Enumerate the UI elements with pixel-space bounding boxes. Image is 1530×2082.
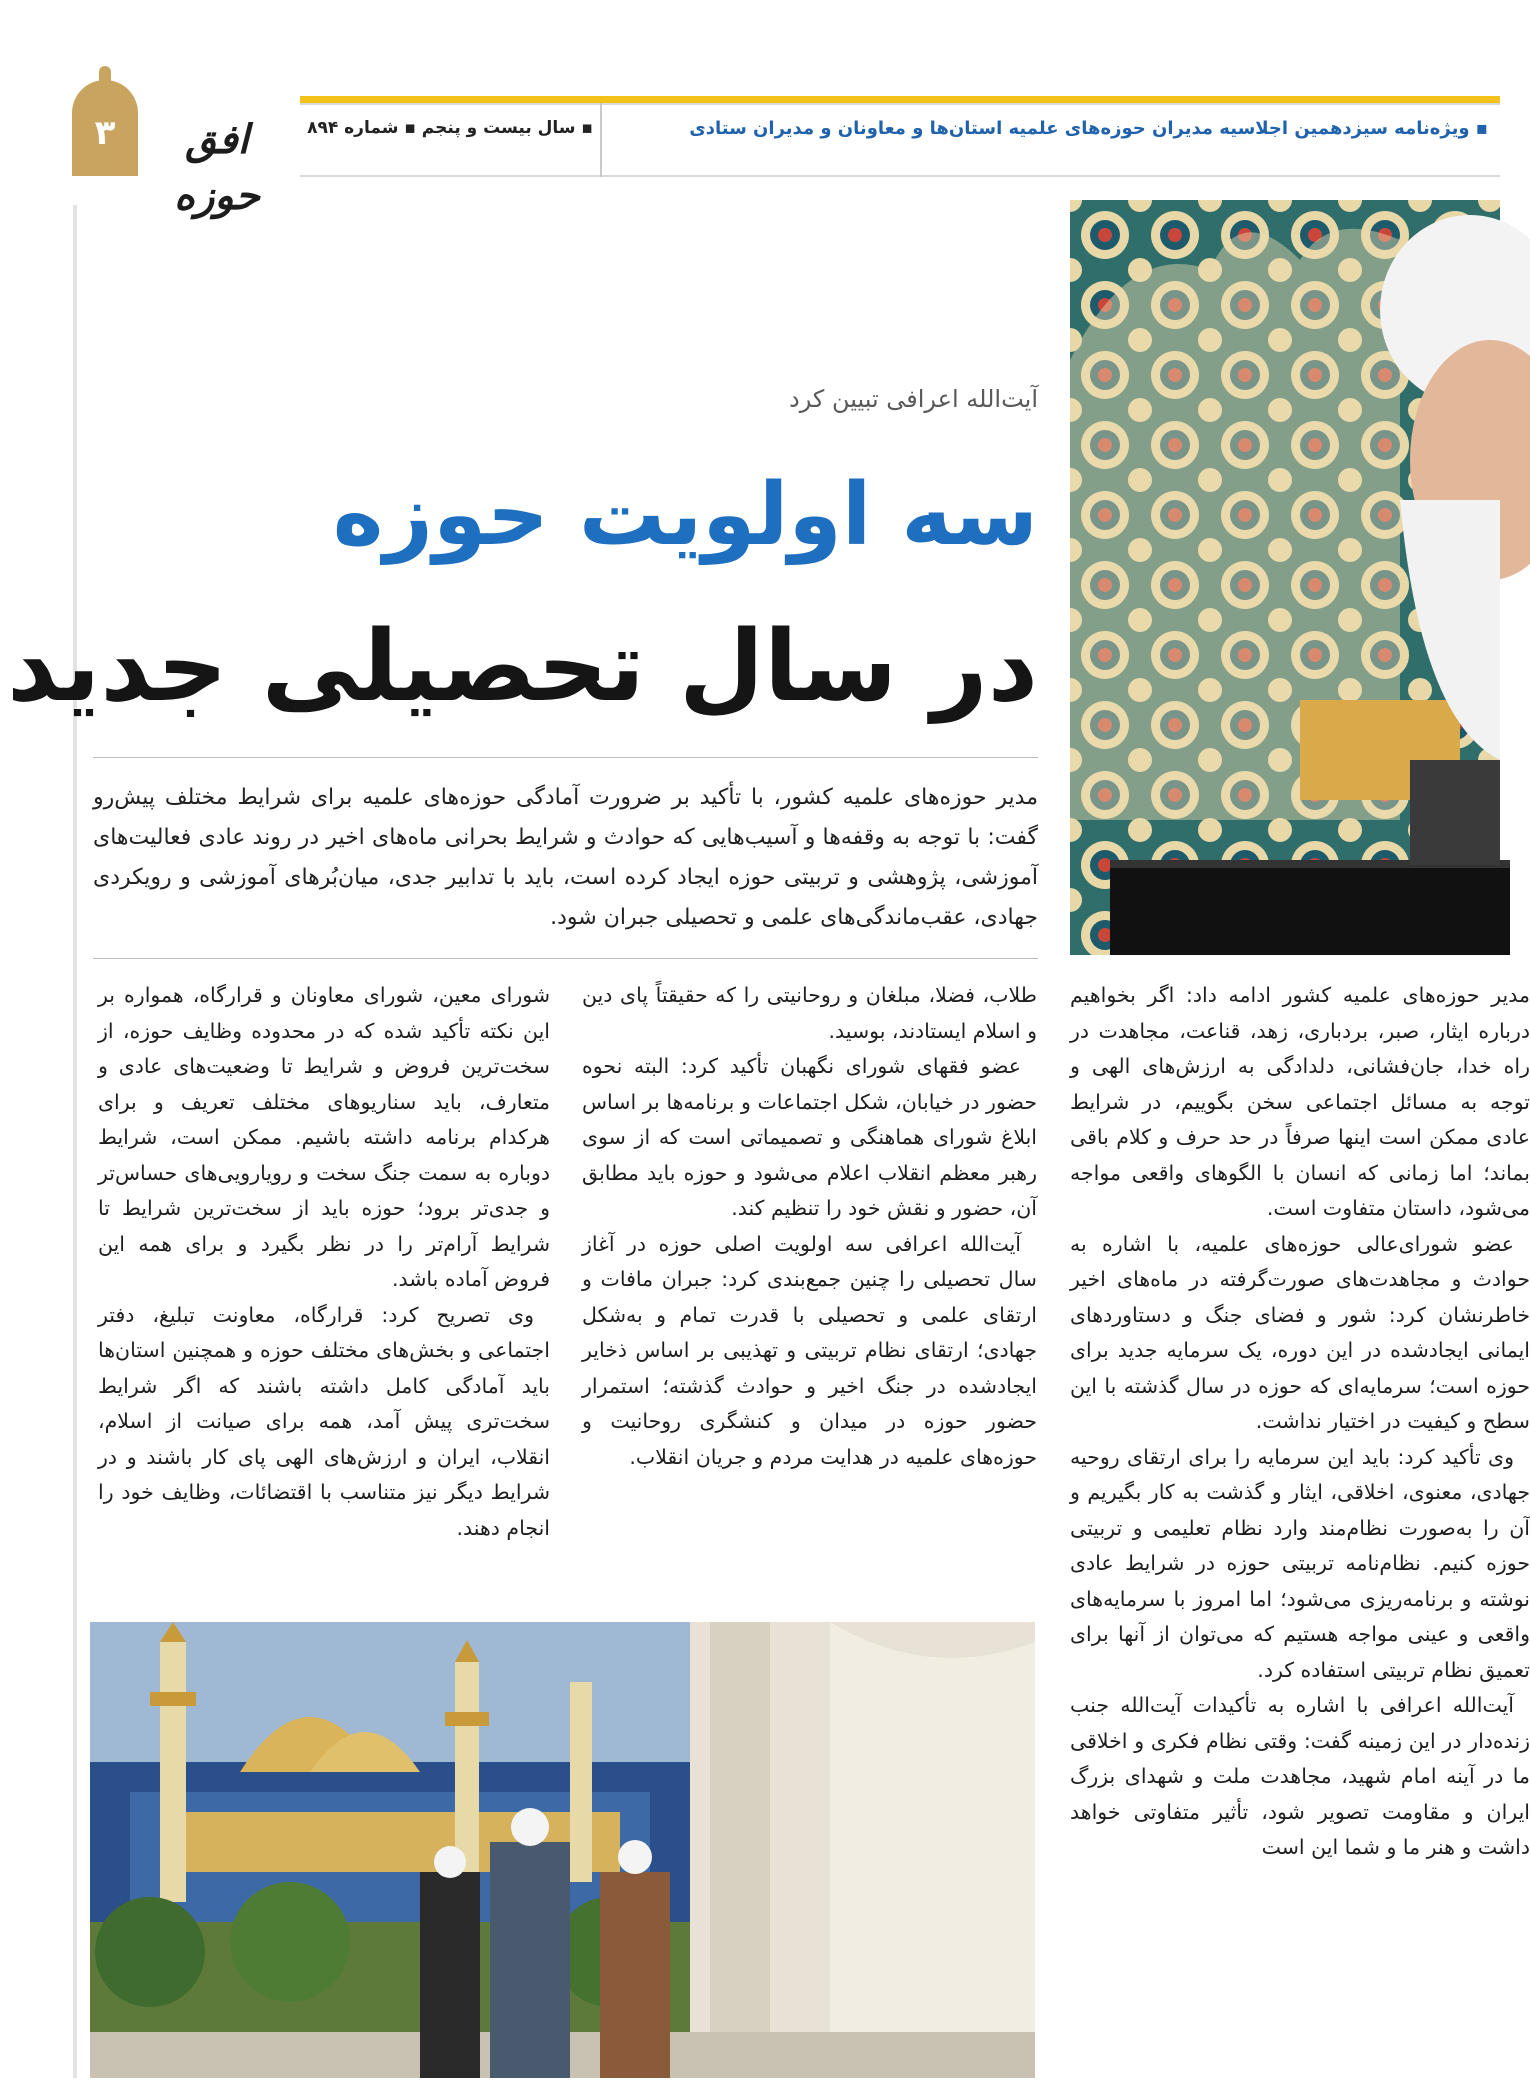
article-kicker: آیت‌الله اعرافی تبیین کرد	[789, 385, 1038, 413]
publication-logo: افق حوزه	[174, 116, 260, 219]
paragraph: وی تأکید کرد: باید این سرمایه را برای ارتقای روحیه جهادی، معنوی، اخلاقی، ایثار و گذشت به کار بگیریم و آن را به‌صورت نظام‌مند وارد نظام تعلیمی و تربیتی حوزه کنیم. نظام‌نامه تربیتی حوزه در شرایط عادی نوشته و برنامه‌ریزی می‌شود؛ اما امروز با سرمایه‌های واقعی و عینی مواجه هستیم که می‌توان از آنها برای تعمیق نظام تربیتی استفاده کرد.	[1070, 1444, 1530, 1682]
column-rule	[73, 205, 77, 2078]
page-number: ۳	[94, 113, 116, 153]
body-column-right	[1070, 978, 1530, 2078]
issue-info: ▪ سال بیست و پنجم ▪ شماره ۸۹۴	[307, 118, 593, 138]
cleric-portrait-photo	[1070, 200, 1500, 955]
header-bar	[300, 103, 1500, 177]
body-column-middle	[582, 978, 1037, 1475]
paragraph: عضو شورای‌عالی حوزه‌های علمیه، با اشاره به حوادث و مجاهدت‌های صورت‌گرفته در ماه‌های اخیر خاطرنشان کرد: شور و فضای جنگ و دستاوردهای ایمانی ایجادشده در این دوره، یک سرمایه جدید برای حوزه است؛ سرمایه‌ای که حوزه در سال گذشته با این سطح و کیفیت در اختیار نداشت.	[1070, 1231, 1530, 1433]
body-column-left	[98, 978, 550, 1546]
lead-bottom-rule	[93, 958, 1038, 959]
article-title-line1: سه اولویت حوزه	[332, 465, 1038, 565]
paragraph: شورای معین، شورای معاونان و قرارگاه، همواره بر این نکته تأکید شده که در محدوده وظایف حوزه، از سخت‌ترین فروض و شرایط تا وضعیت‌های عادی و متعارف، باید سناریوهای مختلف تعریف و برای هرکدام برنامه داشته باشیم. ممکن است، شرایط دوباره به سمت جنگ سخت و رویارویی‌های حساس‌تر و جدی‌تر برود؛ حوزه باید از سخت‌ترین شرایط تا شرایط آرام‌تر را در نظر بگیرد و برای همه این فروض آماده باشد.	[98, 983, 550, 1291]
paragraph: مدیر حوزه‌های علمیه کشور ادامه داد: اگر بخواهیم درباره ایثار، صبر، بردباری، زهد، قناعت، مجاهدت در راه خدا، جان‌فشانی، دلدادگی به ارزش‌های الهی و توجه به مسائل اجتماعی سخن بگوییم، در شرایط عادی ممکن است اینها صرفاً در حد حرف و کلام باقی بماند؛ اما زمانی که انسان با الگوهای واقعی مواجه می‌شود، داستان متفاوت است.	[1070, 983, 1530, 1220]
paragraph: عضو فقهای شورای نگهبان تأکید کرد: البته نحوه حضور در خیابان، شکل اجتماعات و برنامه‌ها بر اساس ابلاغ شورای هماهنگی و تصمیماتی است که از سوی رهبر معظم انقلاب اعلام می‌شود و حوزه باید مطابق آن، حضور و نقش خود را تنظیم کند.	[582, 1054, 1037, 1220]
header-accent-rule	[300, 96, 1500, 103]
special-edition-label: ▪ ویژه‌نامه سیزدهمین اجلاسیه مدیران حوزه‌های علمیه استان‌ها و معاونان و مدیران ستادی	[689, 118, 1488, 139]
paragraph: وی تصریح کرد: قرارگاه، معاونت تبلیغ، دفتر اجتماعی و بخش‌های مختلف حوزه و همچنین استان‌ها باید آمادگی کامل داشته باشند که اگر شرایط سخت‌تری پیش آمد، همه برای صیانت از اسلام، انقلاب، ایران و ارزش‌های الهی پای کار باشند و در شرایط دیگر نیز متناسب با اقتضائات، وظایف خود را انجام دهند.	[98, 1302, 550, 1540]
page-number-badge	[72, 80, 138, 176]
article-lead: مدیر حوزه‌های علمیه کشور، با تأکید بر ضرورت آمادگی حوزه‌های علمیه برای شرایط مختلف پیش‌رو گفت: با توجه به وقفه‌ها و آسیب‌هایی که حوادث و شرایط بحرانی ماه‌های اخیر در روند عادی فعالیت‌های آموزشی، پژوهشی و تربیتی حوزه ایجاد کرده است، باید با تدابیر جدی، میان‌بُرهای آموزشی و رویکردی جهادی، عقب‌ماندگی‌های علمی و تحصیلی جبران شود.	[93, 785, 1038, 930]
paragraph: آیت‌الله اعرافی با اشاره به تأکیدات آیت‌الله جنب زنده‌دار در این زمینه گفت: وقتی نظام فکری و اخلاقی ما در آینه امام شهید، مجاهدت ملت و شهدای بزرگ ایران و مقاومت تصویر شود، تأثیر متفاوتی خواهد داشت و هنر ما و شما این است	[1070, 1693, 1530, 1859]
shrine-courtyard-photo	[90, 1622, 1035, 2078]
article-title-line2: در سال تحصیلی جدید	[6, 610, 1038, 724]
paragraph: آیت‌الله اعرافی سه اولویت اصلی حوزه در آغاز سال تحصیلی را چنین جمع‌بندی کرد: جبران مافات و ارتقای علمی و تحصیلی با قدرت تمام و به‌شکل جهادی؛ ارتقای نظام تربیتی و تهذیبی بر اساس ذخایر ایجادشده در جنگ اخیر و حوادث گذشته؛ استمرار حضور حوزه در میدان و کنشگری روحانیت و حوزه‌های علمیه در هدایت مردم و جریان انقلاب.	[582, 1231, 1037, 1469]
lead-top-rule	[93, 757, 1038, 758]
header-divider	[600, 103, 602, 177]
paragraph: طلاب، فضلا، مبلغان و روحانیتی را که حقیقتاً پای دین و اسلام ایستادند، بوسید.	[582, 983, 1037, 1043]
